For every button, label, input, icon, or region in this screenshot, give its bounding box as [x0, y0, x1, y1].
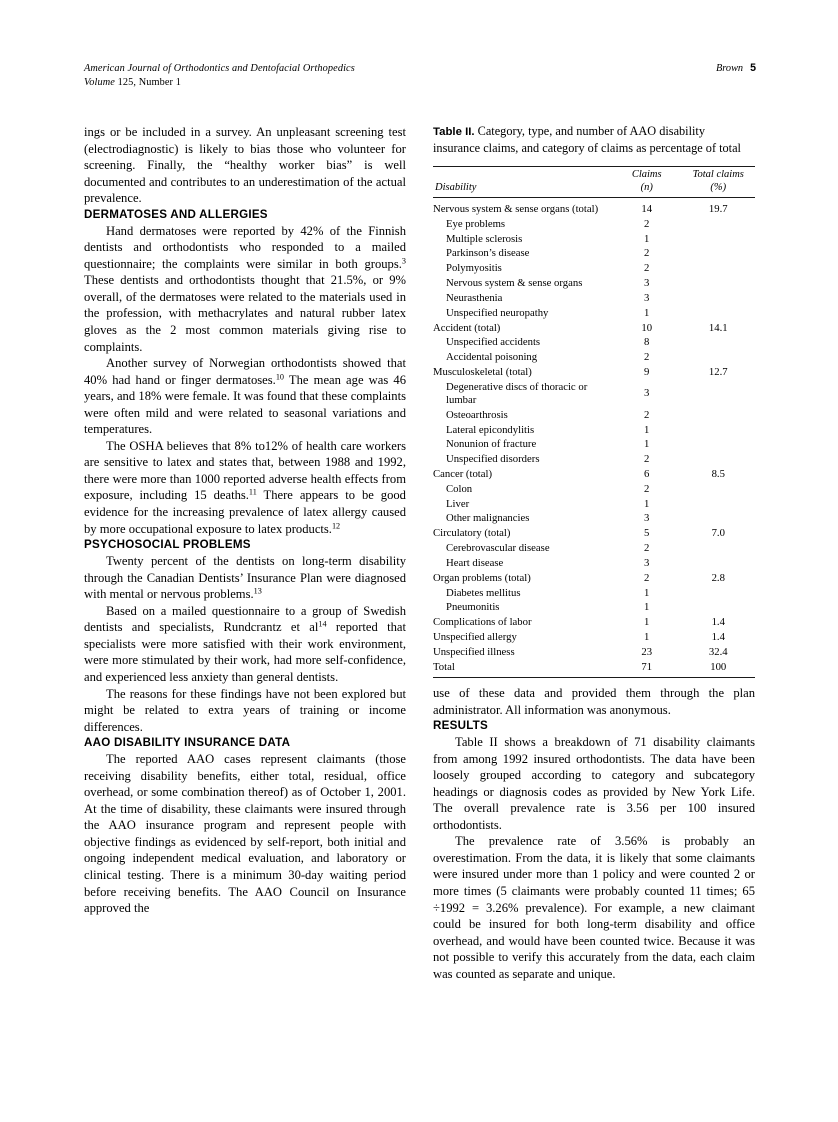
row-label-sub: Unspecified disorders: [446, 453, 540, 466]
reference-marker-10: 10: [275, 372, 285, 382]
author-name: Brown: [716, 63, 744, 74]
right-column: [433, 685, 755, 982]
page-number: 5: [750, 62, 756, 74]
row-label-sub: Liver: [446, 497, 470, 510]
reference-marker-12: 12: [331, 521, 341, 531]
paragraph-dermatoses-1: [84, 223, 406, 355]
table-caption-text: Category, type, and number of AAO disability insurance claims, and category of claims as percentage of total: [433, 124, 741, 155]
table-row: [433, 198, 755, 217]
row-total-claims-percent: [681, 452, 755, 467]
row-claims-count: 1: [644, 423, 650, 436]
table-row: [433, 423, 755, 438]
table-row: [433, 571, 755, 586]
row-label-sub: Osteoarthrosis: [446, 408, 508, 421]
row-label-sub: Other malignancies: [446, 512, 530, 525]
row-claims-count: 1: [644, 438, 650, 451]
row-label-sub: Accidental poisoning: [446, 351, 538, 364]
table-row: [433, 586, 755, 601]
table-row: [433, 467, 755, 482]
paragraph-psychosocial-1: [84, 553, 406, 603]
column-header-claims-line2: (n): [640, 181, 653, 193]
row-total-claims-percent: 2.8: [711, 571, 725, 584]
row-claims-count: 1: [644, 497, 650, 510]
row-total-claims-percent: 14.1: [708, 321, 728, 334]
row-label-sub: Diabetes mellitus: [446, 586, 521, 599]
table-row: [433, 645, 755, 660]
row-total-claims-percent: [681, 276, 755, 291]
row-label-category: Cancer (total): [433, 468, 493, 480]
paragraph-results-1: Table II shows a breakdown of 71 disability claimants from among 1992 insured orthodontists. The data have been loosely grouped according to category and subcategory headings or diagnosis codes as provided by New York Life. The overall prevalence rate is 3.56 per 100 insured orthodontists.: [433, 735, 755, 832]
table-caption: [433, 124, 755, 156]
row-total-claims-percent: 8.5: [711, 468, 725, 480]
paragraph-results-2: The prevalence rate of 3.56% is probably an overestimation. From the data, it is likely that some claimants were insured under more than 1 policy and were counted 2 or more times (5 claimants were probably counted 11 times; 65 ÷1992 = 3.26% prevalence). For example, a new claimant could be insured for both long-term disability and office overhead, and would have been counted twice. Because it was not possible to verify this accurately from the data, each claim was counted as separate and unique.: [433, 834, 755, 981]
table-label: Table II.: [433, 126, 475, 138]
heading-dermatoses-and-allergies: DERMATOSES AND ALLERGIES: [84, 207, 268, 221]
row-total-claims-percent: [681, 217, 755, 232]
row-total-claims-percent: [681, 232, 755, 247]
row-claims-count: 1: [644, 616, 650, 629]
paragraph-psychosocial-2: [84, 603, 406, 686]
row-claims-count: 14: [641, 202, 653, 215]
row-label-sub: Parkinson’s disease: [446, 247, 530, 260]
text-run: reported that specialists were more satisfied with their work environment, were more stimulated by their work, had more self-confidence, and experienced less anxiety than general dentists.: [84, 620, 406, 684]
text-run: There appears to be good evidence for the increasing prevalence of latex allergy caused by more occupational exposure to latex products.: [84, 488, 406, 536]
row-label-category: Complications of labor: [433, 616, 532, 629]
row-total-claims-percent: 12.7: [708, 365, 728, 378]
row-claims-count: 2: [644, 262, 650, 275]
row-label-sub: Cerebrovascular disease: [446, 542, 550, 555]
paragraph-aao-1: The reported AAO cases represent claimants (those receiving disability benefits, either total, residual, office overhead, or some combination thereof) as of October 1, 2001. At the time of disability, these claimants were insured through the AAO insurance program and represent people with objective findings as evidenced by self-report, both initial and ongoing independent medical evaluation, and laboratory or clinical testing. There is a minimum 30-day waiting period before receiving benefits. The AAO Council on Insurance approved the: [84, 752, 406, 916]
table-header: [433, 167, 755, 198]
row-claims-count: 2: [644, 217, 650, 230]
row-claims-count: 2: [644, 482, 650, 495]
row-label-sub: Heart disease: [446, 556, 504, 569]
row-label-sub: Eye problems: [446, 217, 506, 230]
row-total-claims-percent: [681, 380, 755, 408]
row-claims-count: 2: [644, 408, 650, 421]
column-header-total-claims: [681, 167, 755, 198]
row-claims-count: 2: [644, 542, 650, 555]
journal-title: American Journal of Orthodontics and Dentofacial Orthopedics: [84, 63, 355, 74]
row-label-category: Nervous system & sense organs (total): [433, 202, 599, 215]
row-total-claims-percent: [681, 261, 755, 276]
row-total-claims-percent: [681, 335, 755, 350]
row-total-claims-percent: 1.4: [711, 631, 725, 644]
paragraph-dermatoses-3: [84, 438, 406, 537]
row-label-category: Accident (total): [433, 321, 501, 334]
row-total-claims-percent: [681, 541, 755, 556]
row-label-sub: Multiple sclerosis: [446, 232, 523, 245]
row-total-claims-percent: [681, 437, 755, 452]
row-label-category: Musculoskeletal (total): [433, 365, 532, 378]
row-label-category: Total: [433, 660, 455, 673]
paragraph-continued: ings or be included in a survey. An unpleasant screening test (electrodiagnostic) is likely to bias those who volunteer for screening. Finally, the “healthy worker bias” is well documented and contributes to an underestimation of the actual prevalence.: [84, 125, 406, 206]
running-head-right: [716, 62, 756, 76]
table-row: [433, 497, 755, 512]
table-row: [433, 365, 755, 380]
table-row: [433, 335, 755, 350]
row-claims-count: 2: [644, 453, 650, 466]
row-total-claims-percent: [681, 350, 755, 365]
reference-marker-13: 13: [253, 586, 262, 596]
row-claims-count: 71: [641, 660, 653, 673]
heading-results: RESULTS: [433, 719, 488, 733]
row-total-claims-percent: [681, 246, 755, 261]
row-claims-count: 8: [644, 336, 650, 349]
journal-volume-label: Volume: [84, 76, 115, 88]
text-run: Twenty percent of the dentists on long-term disability through the Canadian Dentists’ Insurance Plan were diagnosed with mental or nervous problems.: [84, 554, 406, 602]
table-header-row: [433, 167, 755, 198]
table-row: [433, 452, 755, 467]
table-row: [433, 482, 755, 497]
row-claims-count: 2: [644, 571, 650, 584]
row-claims-count: 2: [644, 247, 650, 260]
row-label-category: Circulatory (total): [433, 527, 511, 540]
reference-marker-3: 3: [401, 256, 406, 266]
table-row: [433, 350, 755, 365]
row-label-category: Unspecified allergy: [433, 631, 517, 644]
text-run: Another survey of Norwegian orthodontists showed that 40% had hand or finger dermatoses.: [84, 356, 406, 387]
text-run: Based on a mailed questionnaire to a group of Swedish dentists and specialists, Rundcrantz et al: [84, 603, 406, 635]
row-claims-count: 5: [644, 527, 650, 540]
row-total-claims-percent: [681, 556, 755, 571]
row-claims-count: 1: [644, 601, 650, 614]
row-claims-count: 10: [641, 321, 653, 334]
table-row: [433, 556, 755, 571]
text-run: These dentists and orthodontists thought that 21.5%, or 9% overall, of the dermatoses were related to the materials used in the profession, with methacrylates and natural rubber latex gloves as the 2 most common materials giving rise to complaints.: [84, 273, 406, 354]
row-claims-count: 1: [644, 586, 650, 599]
row-total-claims-percent: 7.0: [711, 527, 725, 540]
row-total-claims-percent: [681, 482, 755, 497]
table-row: [433, 261, 755, 276]
row-label-sub: Neurasthenia: [446, 291, 503, 304]
column-header-total-line1: Total claims: [692, 169, 744, 181]
table-row: [433, 217, 755, 232]
row-total-claims-percent: [681, 512, 755, 527]
row-total-claims-percent: 100: [710, 660, 727, 673]
journal-volume-number: 125, Number 1: [114, 76, 181, 88]
row-total-claims-percent: [681, 291, 755, 306]
paragraph-continued-right: use of these data and provided them through the plan administrator. All information was anonymous.: [433, 686, 755, 717]
table-2-block: [433, 124, 755, 678]
table-row: [433, 321, 755, 336]
row-label-sub: Colon: [446, 482, 473, 495]
row-claims-count: 3: [644, 387, 650, 400]
row-label-sub: Lateral epicondylitis: [446, 423, 535, 436]
row-total-claims-percent: [681, 586, 755, 601]
reference-marker-14: 14: [318, 619, 327, 629]
row-claims-count: 9: [644, 365, 650, 378]
heading-psychosocial-problems: PSYCHOSOCIAL PROBLEMS: [84, 538, 251, 552]
row-claims-count: 23: [641, 645, 653, 658]
row-claims-count: 3: [644, 512, 650, 525]
row-label-sub: Pneumonitis: [446, 601, 500, 614]
row-total-claims-percent: [681, 306, 755, 321]
table-row: [433, 512, 755, 527]
heading-aao-disability-insurance-data: AAO DISABILITY INSURANCE DATA: [84, 736, 291, 750]
table-row: [433, 380, 755, 408]
row-label-sub: Unspecified accidents: [446, 336, 541, 349]
table-row: [433, 408, 755, 423]
row-claims-count: 1: [644, 631, 650, 644]
table-row: [433, 437, 755, 452]
row-label-sub: Nervous system & sense organs: [446, 277, 583, 290]
row-claims-count: 3: [644, 291, 650, 304]
table-row: [433, 276, 755, 291]
left-column: [84, 124, 406, 917]
row-claims-count: 1: [644, 232, 650, 245]
row-label-sub: Polymyositis: [446, 262, 502, 275]
row-claims-count: 3: [644, 556, 650, 569]
row-total-claims-percent: [681, 408, 755, 423]
table-row: [433, 291, 755, 306]
journal-title-block: [84, 62, 355, 89]
row-total-claims-percent: [681, 497, 755, 512]
text-run: The OSHA believes that 8% to12% of health care workers are sensitive to latex and states that, between 1988 and 1992, there were more than 1000 reported adverse health effects from exposure, including 15 deaths.: [84, 438, 406, 503]
paragraph-psychosocial-3: The reasons for these findings have not been explored but might be related to extra years of training or income differences.: [84, 686, 406, 734]
journal-volume-issue: [84, 76, 355, 90]
column-header-claims-line1: Claims: [631, 169, 662, 181]
row-total-claims-percent: [681, 423, 755, 438]
column-header-total-line2: (%): [710, 181, 727, 193]
table-row: [433, 306, 755, 321]
table-body: [433, 198, 755, 678]
table-row: [433, 660, 755, 678]
disability-claims-table: [433, 166, 755, 678]
table-row: [433, 246, 755, 261]
row-total-claims-percent: [681, 601, 755, 616]
row-label-sub: Nonunion of fracture: [446, 438, 537, 451]
row-label-category: Organ problems (total): [433, 571, 531, 584]
row-claims-count: 6: [644, 468, 650, 480]
row-label-category: Unspecified illness: [433, 645, 515, 658]
text-run: The mean age was 46 years, and 18% were female. It was found that these complaints were often mild and were related to seasonal variations and temperatures.: [84, 372, 406, 437]
table-row: [433, 630, 755, 645]
column-header-disability: Disability: [435, 181, 477, 193]
paragraph-dermatoses-2: [84, 355, 406, 438]
row-claims-count: 2: [644, 351, 650, 364]
row-total-claims-percent: 1.4: [711, 616, 725, 629]
row-claims-count: 3: [644, 277, 650, 290]
table-row: [433, 541, 755, 556]
table-row: [433, 601, 755, 616]
row-total-claims-percent: 19.7: [708, 202, 728, 215]
table-row: [433, 615, 755, 630]
running-head: [84, 62, 756, 90]
row-claims-count: 1: [644, 306, 650, 319]
column-header-claims: [612, 167, 682, 198]
table-row: [433, 526, 755, 541]
text-run: Hand dermatoses were reported by 42% of the Finnish dentists and orthodontists who responded to a mailed questionnaire; the complaints were similar in both groups.: [84, 223, 406, 271]
reference-marker-11: 11: [248, 487, 257, 497]
table-row: [433, 232, 755, 247]
row-total-claims-percent: 32.4: [708, 645, 728, 658]
row-label-sub: Unspecified neuropathy: [446, 306, 549, 319]
row-label-sub: Degenerative discs of thoracic or lumbar: [446, 380, 588, 406]
